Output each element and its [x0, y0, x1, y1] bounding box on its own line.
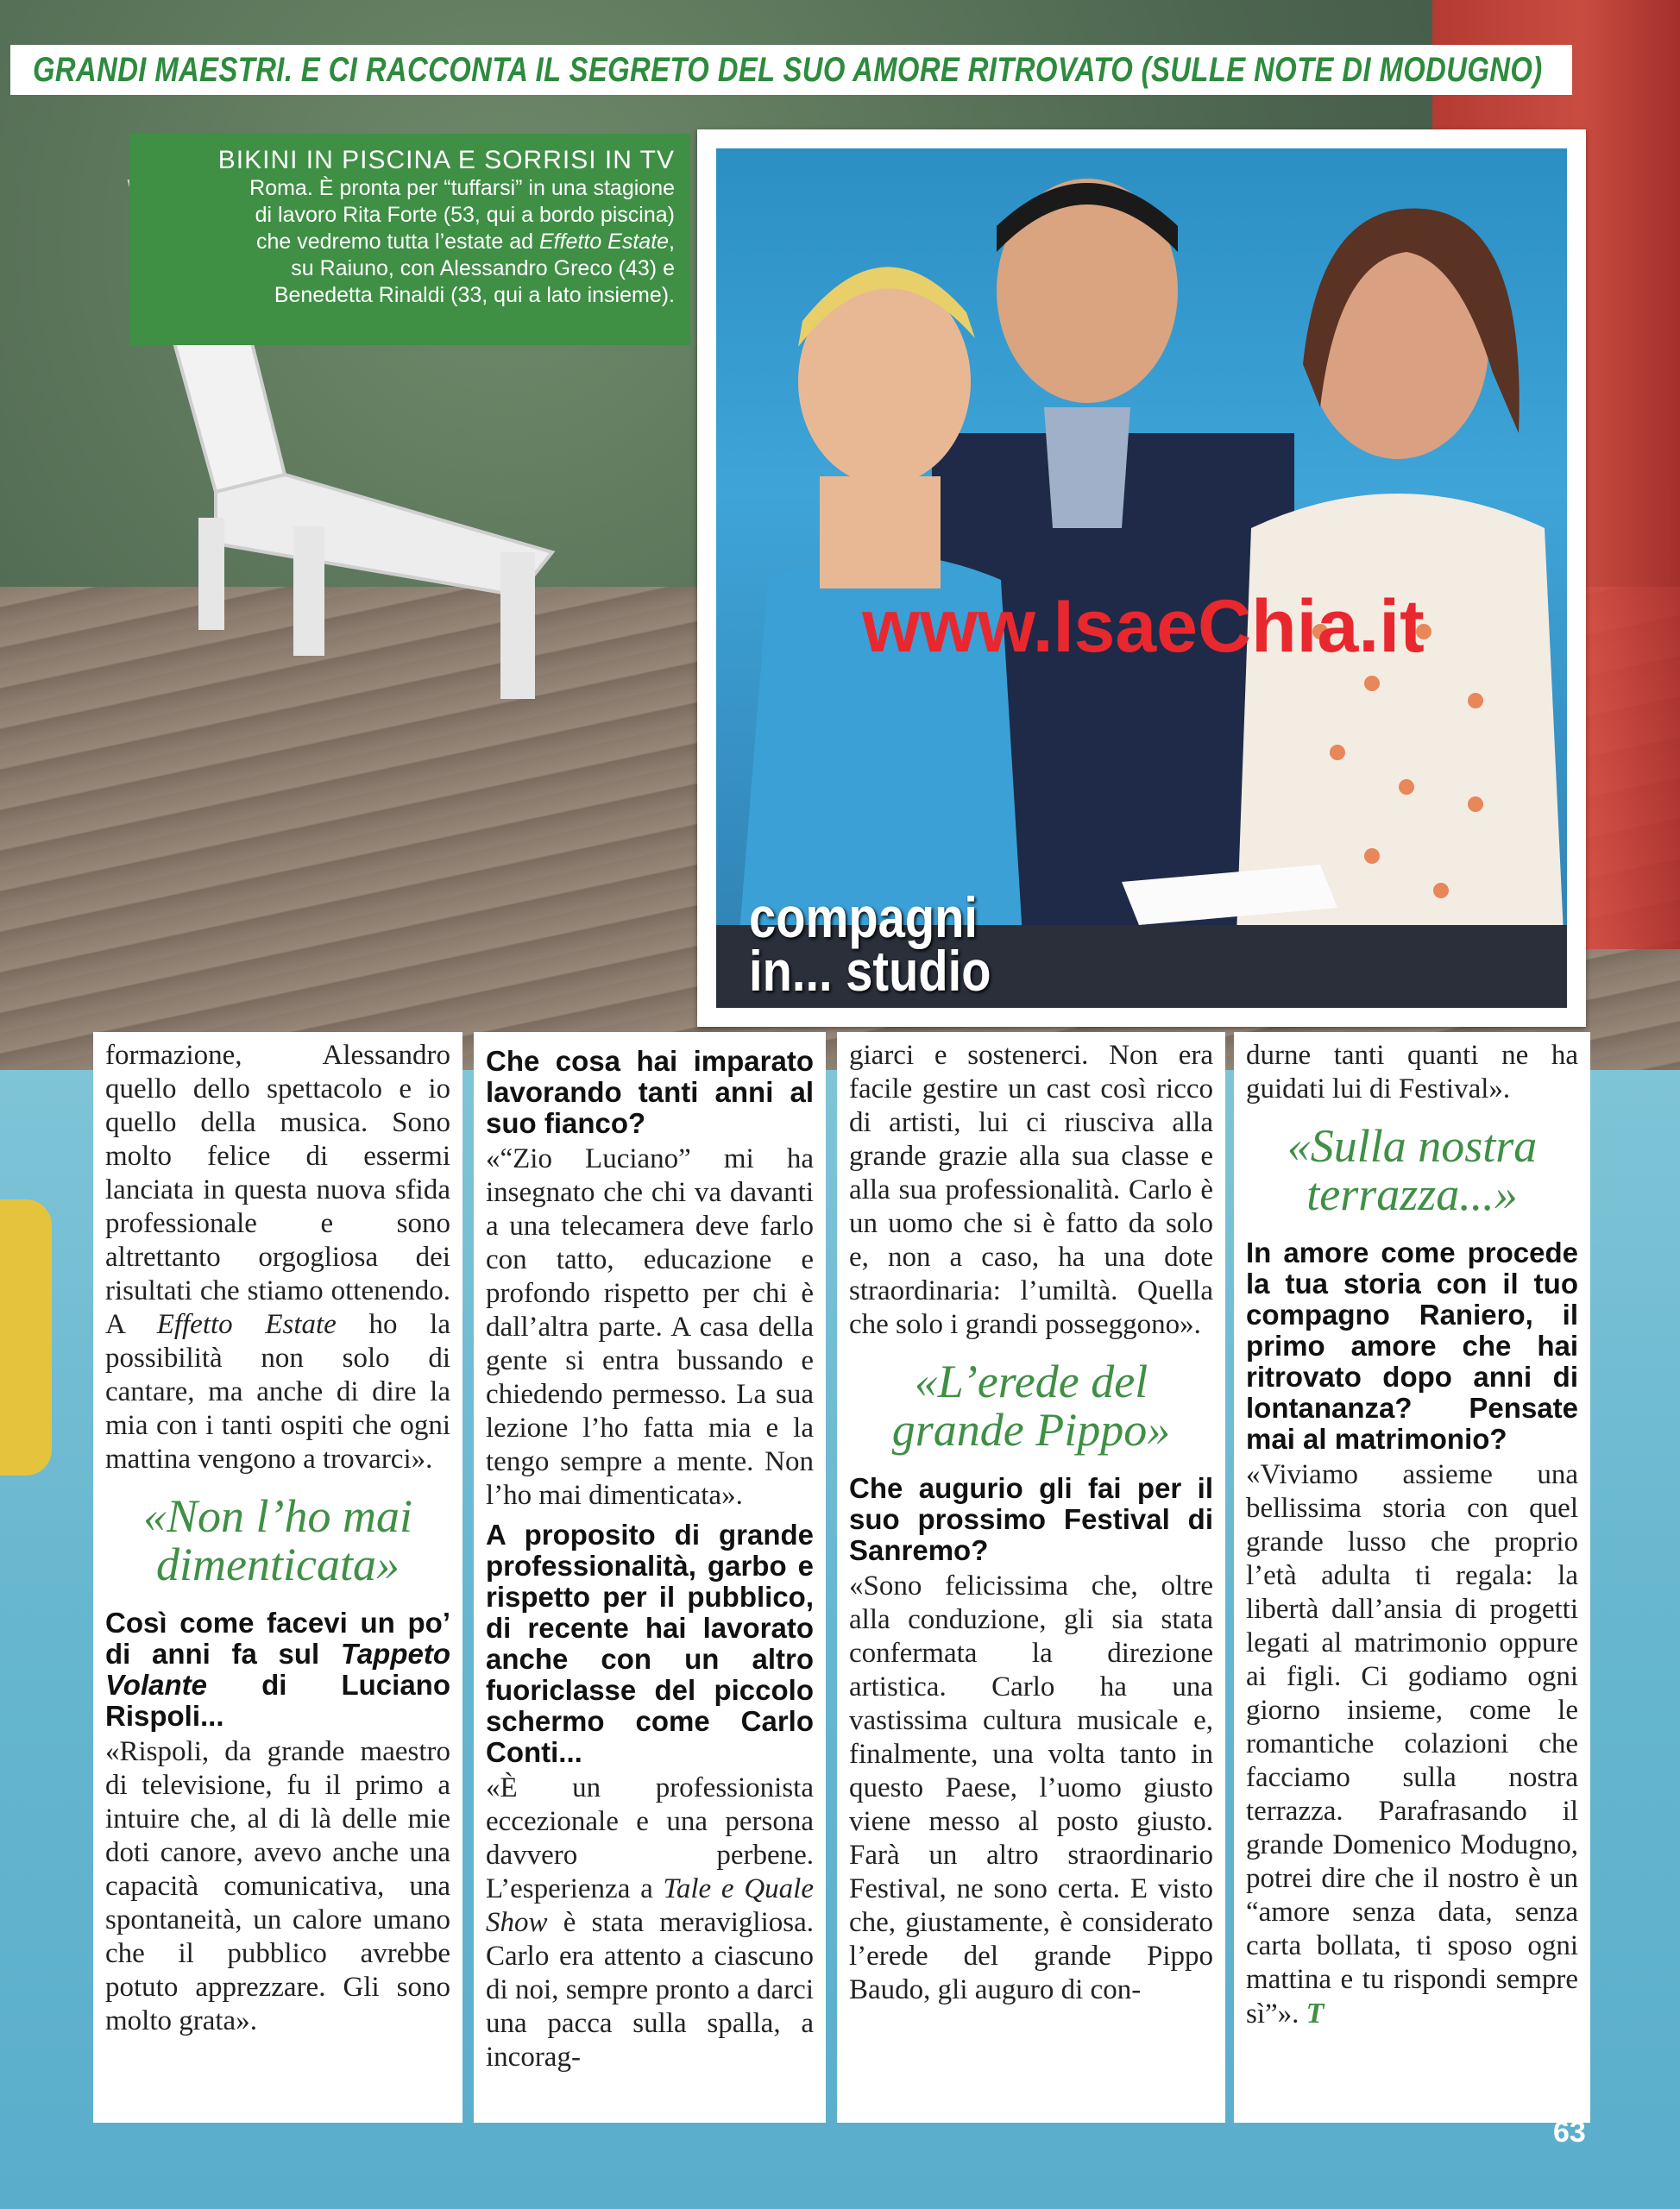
studio-photo	[716, 148, 1567, 1008]
pull-quote: «Sulla nostra terrazza...»	[1287, 1120, 1538, 1220]
end-mark: T	[1306, 1998, 1324, 2030]
paragraph-text: «È un professionista eccezionale e una persona davvero perbene. L’esperienza a	[486, 1772, 814, 1904]
caption-text: che vedremo tutta l’estate ad	[255, 230, 539, 254]
interview-question: A proposito di grande professionalità, garbo e rispetto per il pubblico, di recente hai lavorato anche con un altro fuoriclasse del piccolo schermo come Carlo Conti...	[486, 1519, 814, 1768]
pull-quote: «L’erede del grande Pippo»	[891, 1356, 1171, 1456]
paragraph-text: «Viviamo assieme una bellissima storia con quel grande lusso che proprio l’età adulta ti regala: la libertà dall’ansia di progetti legati al matrimonio oppure ai figli. Ci godiamo ogni giorno insieme, come le romantiche colazioni che facciamo sulla nostra terrazza. Parafrasando il grande Domenico Modugno, potrei dire che il nostro è un “amore senza data, senza carta bollata, ti sposo ogni mattina e tu rispondi sempre sì”».	[1246, 1459, 1578, 2030]
photo-title	[749, 885, 991, 1003]
yellow-float	[0, 1199, 52, 1476]
pull-quote: «Non l’ho mai dimenticata»	[142, 1490, 412, 1590]
caption-text: ,	[669, 230, 675, 254]
caption-line	[138, 229, 675, 255]
paragraph: «Rispoli, da grande maestro di televisione, fu il primo a intuire che, al di là delle mie doti canore, avevo anche una capacità comunicativa, una spontaneità, un calore umano che il pubblico avrebbe potuto apprezzare. Gli sono molto grata».	[105, 1736, 450, 2036]
text-column-1	[93, 1032, 462, 2123]
watermark-text: www.IsaeChia.it	[862, 585, 1425, 668]
caption-line: Benedetta Rinaldi (33, qui a lato insieme).	[274, 283, 675, 307]
photo-title-line: in... studio	[749, 939, 991, 1003]
text-column-3	[837, 1032, 1225, 2123]
paragraph	[105, 1039, 450, 1476]
paragraph: durne tanti quanti ne ha guidati lui di Festival».	[1246, 1040, 1578, 1104]
paragraph: «“Zio Luciano” mi ha insegnato che chi va davanti a una telecamera deve farlo con tatto, educazione e profondo rispetto per chi è dall’altra parte. A casa della gente si entra bussando e chiedendo permesso. La sua lezione l’ho fatta mia e la tengo sempre a mente. Non l’ho mai dimenticata».	[486, 1143, 814, 1511]
caption-line: di lavoro Rita Forte (53, qui a bordo piscina)	[255, 203, 675, 227]
photo-title-line: compagni	[749, 885, 978, 949]
interview-question: In amore come procede la tua storia con il tuo compagno Raniero, il primo amore che hai ritrovato dopo anni di lontananza? Pensate mai al matrimonio?	[1246, 1237, 1578, 1455]
italic-title: Tappeto Volante	[105, 1638, 450, 1701]
caption-line: Roma. È pronta per “tuffarsi” in una stagione	[249, 176, 675, 200]
paragraph-text: ho la possibilità non solo di cantare, ma anche di dire la mia con i tanti ospiti che ogni mattina vengono a trovarci».	[105, 1309, 450, 1475]
paragraph	[486, 1772, 814, 2074]
header-banner	[10, 45, 1572, 95]
interview-question: Che cosa hai imparato lavorando tanti anni al suo fianco?	[486, 1045, 814, 1139]
page-number: 63	[1553, 2116, 1586, 2149]
caption-body	[138, 175, 675, 309]
paragraph-text: formazione, Alessandro quello dello spettacolo e io quello della musica. Sono molto felice di essermi lanciata in questa nuova sfida professionale e sono altrettanto orgogliosa dei risultati che stiamo ottenendo. A	[105, 1040, 450, 1340]
text-column-2	[474, 1032, 826, 2123]
italic-title: Effetto Estate	[156, 1309, 337, 1340]
caption-italic: Effetto Estate	[538, 230, 670, 254]
interview-question: Che augurio gli fai per il suo prossimo Festival di Sanremo?	[849, 1472, 1213, 1566]
question-text: Così come facevi un po’ di anni fa sul	[105, 1607, 450, 1670]
question-text: di Luciano Rispoli...	[105, 1669, 450, 1732]
banner-text: GRANDI MAESTRI. E CI RACCONTA IL SEGRETO DEL SUO AMORE RITROVATO (SULLE NOTE DI MODUGNO)	[33, 50, 1543, 89]
paragraph: «Sono felicissima che, oltre alla conduzione, gli sia stata confermata la direzione artistica. Carlo ha una vastissima cultura musicale e, finalmente, una volta tanto in questo Paese, l’uomo giusto viene messo al posto giusto. Farà un altro straordinario Festival, ne sono certa. E visto che, giustamente, è considerato l’erede del grande Pippo Baudo, gli auguro di con-	[849, 1570, 1213, 2005]
paragraph	[1246, 1458, 1578, 2031]
italic-title: Tale e Quale Show	[486, 1873, 814, 1938]
paragraph: giarci e sostenerci. Non era facile gestire un cast così ricco di artisti, lui ci riusciva alla grande grazie alla sua classe e alla sua professionalità. Carlo è un uomo che si è fatto da solo e, non a caso, ha una dote straordinaria: l’umiltà. Quella che solo i grandi posseggono».	[849, 1040, 1213, 1340]
interview-question	[105, 1608, 450, 1732]
studio-photo-illustration	[716, 148, 1567, 1008]
photo-caption-box	[129, 134, 690, 345]
paragraph-text: è stata meravigliosa. Carlo era attento a ciascuno di noi, sempre pronto a darci una pacca sulla spalla, a incorag-	[486, 1907, 814, 2073]
caption-title: BIKINI IN PISCINA E SORRISI IN TV	[217, 146, 675, 174]
caption-line: su Raiuno, con Alessandro Greco (43) e	[291, 256, 675, 280]
text-column-4	[1234, 1032, 1590, 2123]
main-photo-frame	[697, 129, 1586, 1027]
